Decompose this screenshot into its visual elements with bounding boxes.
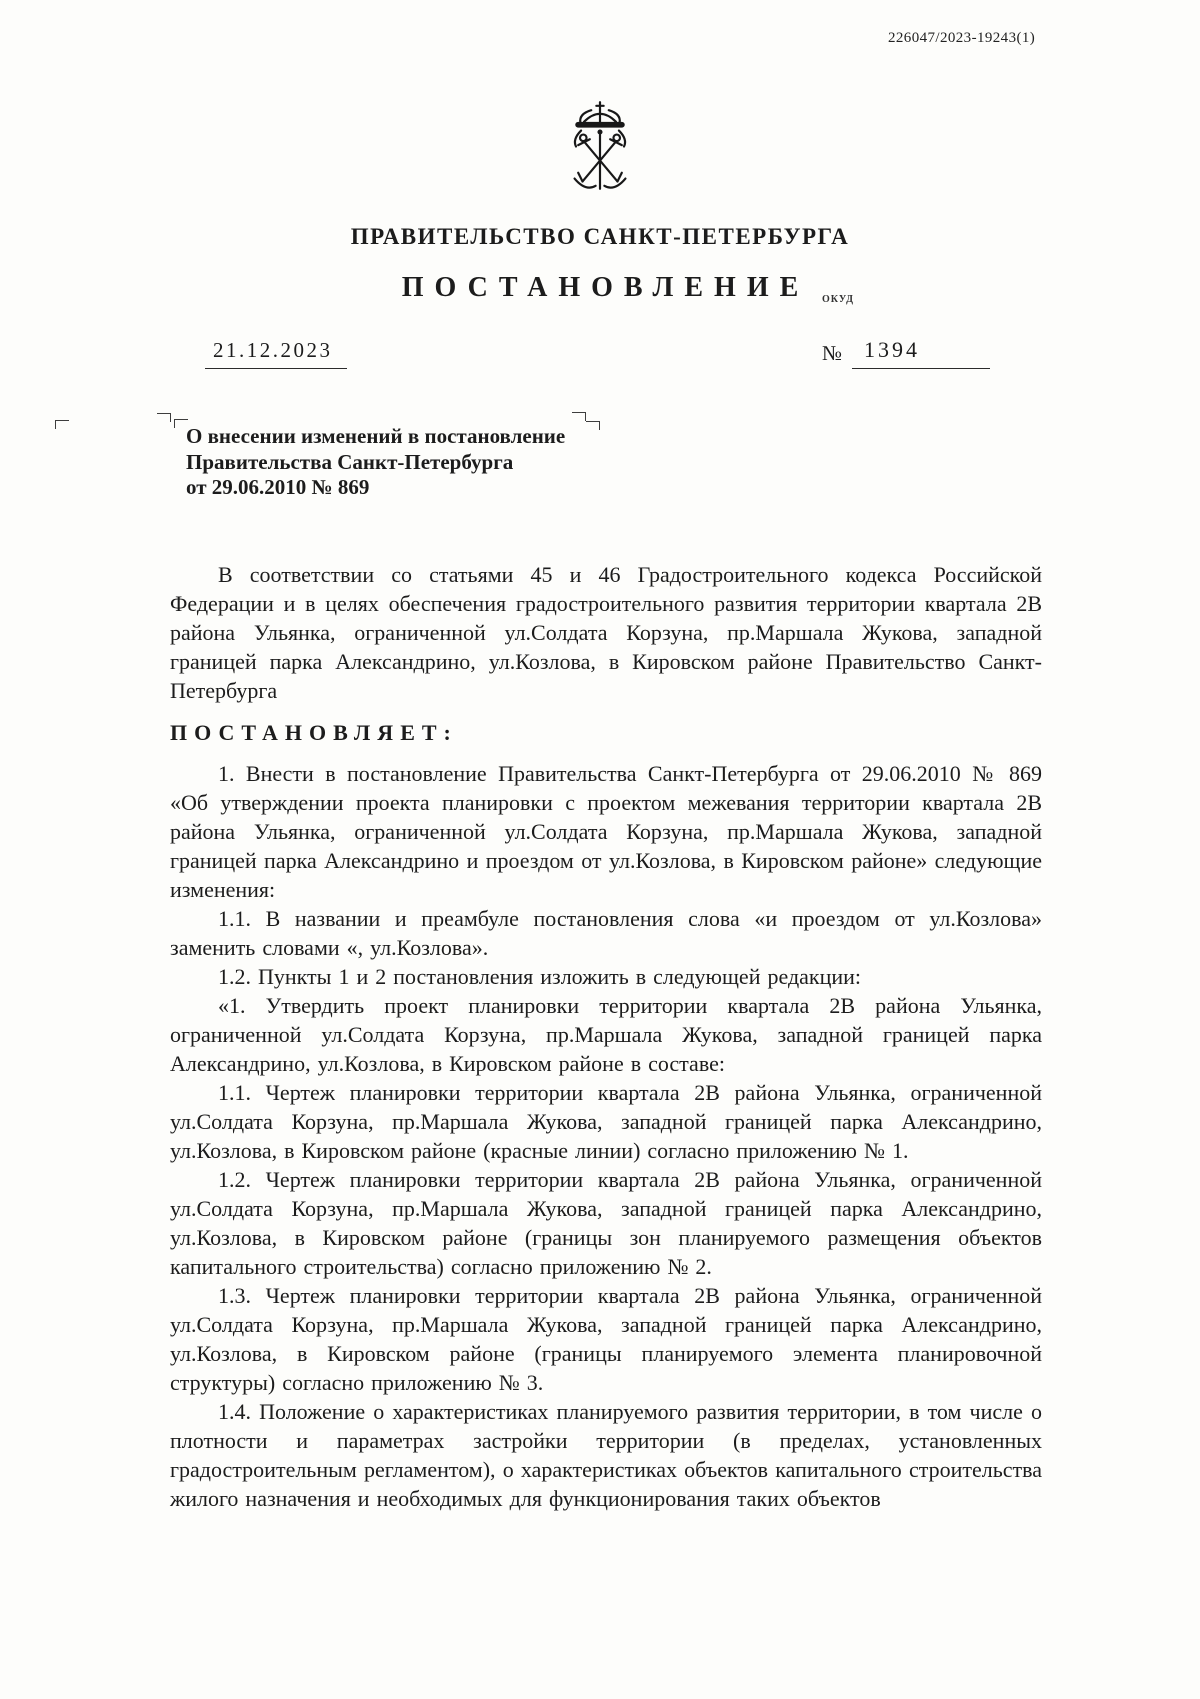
- body-paragraph: 1.4. Положение о характеристиках планируемого развития территории, в том числе о плотности и параметрах застройки территории (в пределах, установленных градостроительным регламентом), о характеристиках объектов капитального строительства жилого назначения и необходимых для функционирования таких объектов: [170, 1399, 1042, 1511]
- org-name: ПРАВИТЕЛЬСТВО САНКТ-ПЕТЕРБУРГА: [350, 224, 850, 249]
- corner-mark: [572, 412, 586, 421]
- doc-number: 1394: [852, 337, 990, 369]
- corner-mark: [55, 420, 69, 429]
- body-paragraph: 1.2. Чертеж планировки территории квартала 2В района Ульянка, ограниченной ул.Солдата Корзуна, пр.Маршала Жукова, западной границей парка Александрино, ул.Козлова, в Кировском районе (границы зон планируемого размещения объектов капитального строительства) согласно приложению № 2.: [170, 1167, 1042, 1279]
- body-paragraph: 1.1. В названии и преамбуле постановления слова «и проездом от ул.Козлова» заменить словами «, ул.Козлова».: [170, 906, 1042, 960]
- doc-title-line: от 29.06.2010 № 869: [186, 475, 370, 499]
- resolves-heading: ПОСТАНОВЛЯЕТ:: [170, 720, 458, 745]
- intro-paragraph: В соответствии со статьями 45 и 46 Градостроительного кодекса Российской Федерации и в целях обеспечения градостроительного развития территории квартала 2В района Ульянка, ограниченной ул.Солдата Корзуна, пр.Маршала Жукова, западной границей парка Александрино, ул.Козлова, в Кировском районе Правительство Санкт-Петербурга: [170, 562, 1042, 703]
- document-ref-number: 226047/2023-19243(1): [888, 30, 1036, 46]
- doc-type-heading: ПОСТАНОВЛЕНИЕ: [401, 272, 810, 303]
- okud-label: ОКУД: [822, 294, 855, 305]
- body-paragraph: 1.2. Пункты 1 и 2 постановления изложить в следующей редакции:: [218, 964, 862, 989]
- doc-title-line: Правительства Санкт-Петербурга: [186, 449, 514, 474]
- corner-mark: [157, 413, 171, 422]
- doc-title: [186, 424, 626, 501]
- doc-date: 21.12.2023: [205, 338, 347, 369]
- body-paragraph: 1.3. Чертеж планировки территории квартала 2В района Ульянка, ограниченной ул.Солдата Корзуна, пр.Маршала Жукова, западной границей парка Александрино, ул.Козлова, в Кировском районе (границы планируемого элемента планировочной структуры) согласно приложению № 3.: [170, 1283, 1042, 1395]
- spb-coat-of-arms-icon: [0, 100, 1200, 201]
- doc-title-line: О внесении изменений в постановление: [186, 424, 566, 448]
- body-paragraph: 1.1. Чертеж планировки территории квартала 2В района Ульянка, ограниченной ул.Солдата Корзуна, пр.Маршала Жукова, западной границей парка Александрино, ул.Козлова, в Кировском районе (красные линии) согласно приложению № 1.: [170, 1080, 1042, 1163]
- document-body: [170, 560, 1042, 1513]
- body-paragraph: «1. Утвердить проект планировки территории квартала 2В района Ульянка, ограниченной ул.Солдата Корзуна, пр.Маршала Жукова, западной границей парка Александрино, ул.Козлова, в Кировском районе в составе:: [170, 993, 1042, 1076]
- body-paragraph: 1. Внести в постановление Правительства Санкт-Петербурга от 29.06.2010 № 869 «Об утверждении проекта планировки с проектом межевания территории квартала 2В района Ульянка, ограниченной ул.Солдата Корзуна, пр.Маршала Жукова, западной границей парка Александрино и проездом от ул.Козлова, в Кировском районе» следующие изменения:: [170, 761, 1042, 902]
- number-sign: №: [822, 341, 843, 365]
